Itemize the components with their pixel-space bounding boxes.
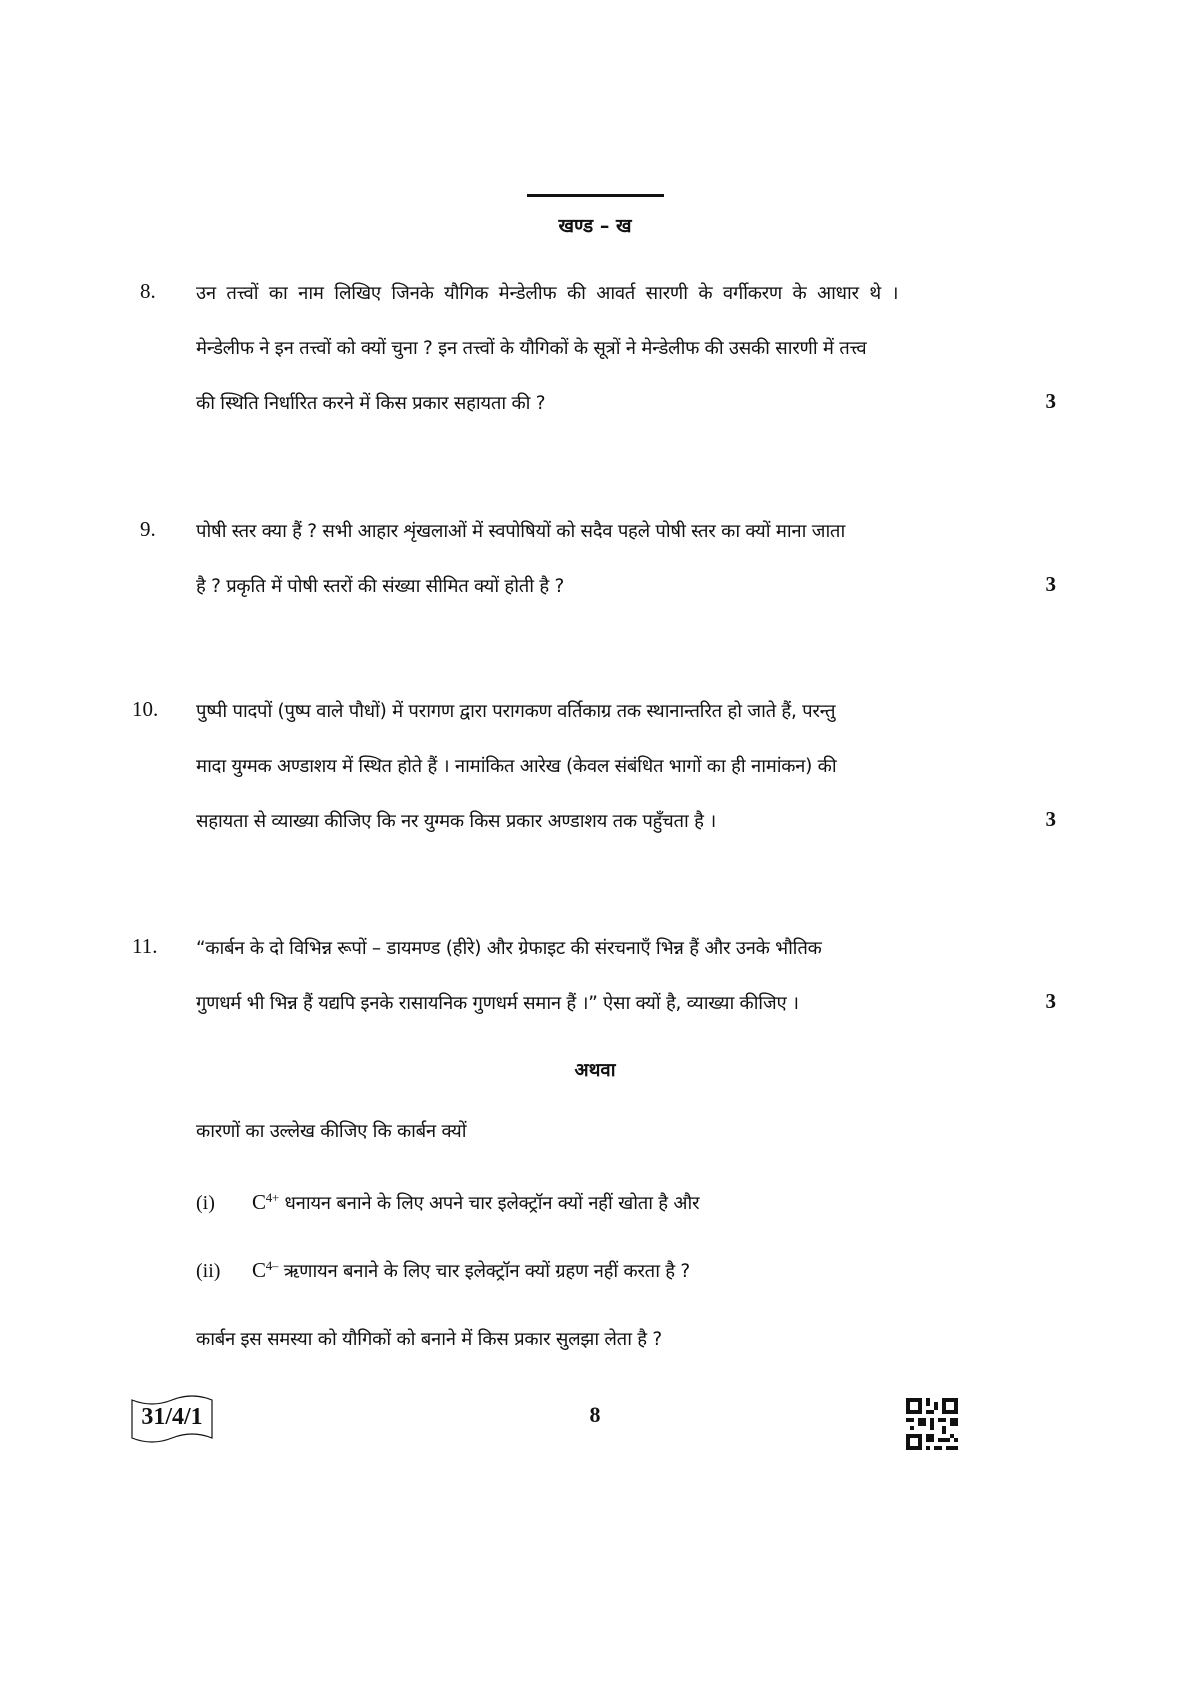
question-marks: 3 bbox=[1045, 807, 1056, 831]
question-marks: 3 bbox=[1045, 989, 1056, 1013]
sub-part-label: (i) bbox=[196, 1192, 215, 1214]
sub-part-text bbox=[252, 1258, 690, 1283]
question-text-line: मेन्डेलीफ ने इन तत्त्वों को क्यों चुना ? इन तत्त्वों के यौगिकों के सूत्रों ने मेन्डेलीफ की उसकी सारणी में तत्त्व bbox=[196, 338, 867, 359]
alternative-closing: कार्बन इस समस्या को यौगिकों को बनाने में किस प्रकार सुलझा लेता है ? bbox=[196, 1329, 662, 1350]
section-divider-rule bbox=[527, 194, 664, 197]
sub-part-label: (ii) bbox=[196, 1260, 221, 1282]
question-text-line: की स्थिति निर्धारित करने में किस प्रकार सहायता की ? bbox=[196, 393, 546, 414]
question-text-line: “कार्बन के दो विभिन्न रूपों – डायमण्ड (हीरे) और ग्रेफाइट की संरचनाएँ भिन्न हैं और उनके भौतिक bbox=[196, 938, 822, 959]
question-marks: 3 bbox=[1045, 572, 1056, 596]
ion-charge: 4– bbox=[265, 1258, 279, 1273]
or-label: अथवा bbox=[574, 1060, 616, 1081]
question-number: 10. bbox=[132, 697, 159, 721]
sub-part-text bbox=[252, 1190, 699, 1215]
sub-part-body: ऋणायन बनाने के लिए चार इलेक्ट्रॉन क्यों ग्रहण नहीं करता है ? bbox=[278, 1261, 690, 1283]
question-text-line: पुष्पी पादपों (पुष्प वाले पौधों) में परागण द्वारा परागकण वर्तिकाग्र तक स्थानान्तरित हो जाते हैं, परन्तु bbox=[196, 701, 836, 722]
question-text-line: है ? प्रकृति में पोषी स्तरों की संख्या सीमित क्यों होती है ? bbox=[196, 576, 564, 597]
chemical-symbol: C bbox=[252, 1190, 266, 1215]
chemical-symbol: C bbox=[252, 1258, 266, 1283]
question-text-line: उन तत्त्वों का नाम लिखिए जिनके यौगिक मेन्डेलीफ की आवर्त सारणी के वर्गीकरण के आधार थे । bbox=[196, 283, 899, 304]
question-number: 8. bbox=[140, 279, 156, 303]
question-number: 9. bbox=[140, 517, 156, 541]
question-text-line: सहायता से व्याख्या कीजिए कि नर युग्मक किस प्रकार अण्डाशय तक पहुँचता है । bbox=[196, 811, 716, 832]
question-text-line: पोषी स्तर क्या हैं ? सभी आहार शृंखलाओं में स्वपोषियों को सदैव पहले पोषी स्तर का क्यों माना जाता bbox=[196, 521, 845, 542]
section-heading: खण्ड – ख bbox=[558, 215, 632, 237]
question-text-line: गुणधर्म भी भिन्न हैं यद्यपि इनके रासायनिक गुणधर्म समान हैं ।” ऐसा क्यों है, व्याख्या कीजिए । bbox=[196, 993, 799, 1014]
sub-part-body: धनायन बनाने के लिए अपने चार इलेक्ट्रॉन क्यों नहीं खोता है और bbox=[278, 1193, 700, 1215]
paper-code: 31/4/1 bbox=[141, 1404, 203, 1430]
page-number: 8 bbox=[589, 1402, 601, 1427]
qr-code-icon bbox=[906, 1398, 958, 1450]
question-number: 11. bbox=[132, 934, 158, 958]
question-marks: 3 bbox=[1045, 389, 1056, 413]
alternative-intro: कारणों का उल्लेख कीजिए कि कार्बन क्यों bbox=[196, 1121, 467, 1142]
ion-charge: 4+ bbox=[265, 1190, 279, 1205]
question-text-line: मादा युग्मक अण्डाशय में स्थित होते हैं । नामांकित आरेख (केवल संबंधित भागों का ही नामांकन) की bbox=[196, 756, 837, 777]
